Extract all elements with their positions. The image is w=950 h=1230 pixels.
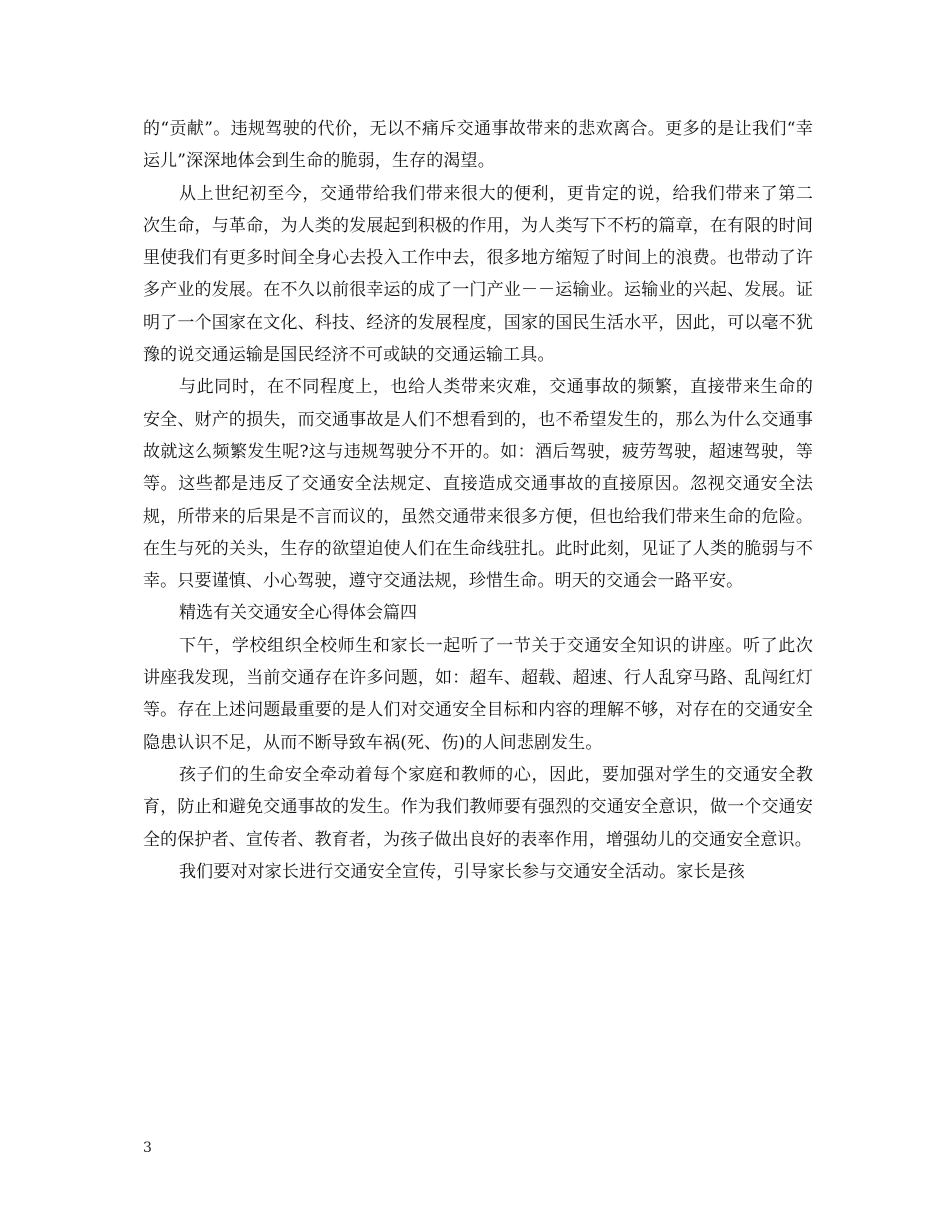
paragraph-traffic-accidents: 与此同时，在不同程度上，也给人类带来灾难，交通事故的频繁，直接带来生命的安全、财产的损失，而交通事故是人们不想看到的，也不希望发生的，那么为什么交通事故就这么频繁发生呢?这与违规驾驶分不开的。如：酒后驾驶，疲劳驾驶，超速驾驶，等等。这些都是违反了交通安全法规定、直接造成交通事故的直接原因。忽视交通安全法规，所带来的后果是不言而议的，虽然交通带来很多方便，但也给我们带来生命的危险。在生与死的关头，生存的欲望迫使人们在生命线驻扎。此时此刻，见证了人类的脆弱与不幸。只要谨慎、小心驾驶，遵守交通法规，珍惜生命。明天的交通会一路平安。 xyxy=(143,377,813,592)
page-number: 3 xyxy=(143,1140,152,1156)
document-body xyxy=(143,113,813,888)
paragraph-continuation: 的“贡献”。违规驾驶的代价，无以不痛斥交通事故带来的悲欢离合。更多的是让我们“幸运儿”深深地体会到生命的脆弱，生存的渴望。 xyxy=(143,119,813,172)
paragraph-school-lecture: 下午，学校组织全校师生和家长一起听了一节关于交通安全知识的讲座。听了此次讲座我发现，当前交通存在许多问题，如：超车、超载、超速、行人乱穿马路、乱闯红灯等。存在上述问题最重要的是人们对交通安全目标和内容的理解不够，对存在的交通安全隐患认识不足，从而不断导致车祸(死、伤)的人间悲剧发生。 xyxy=(143,635,813,753)
paragraph-transport-history: 从上世纪初至今，交通带给我们带来很大的便利，更肯定的说，给我们带来了第二次生命，与革命，为人类的发展起到积极的作用，为人类写下不朽的篇章，在有限的时间里使我们有更多时间全身心去投入工作中去，很多地方缩短了时间上的浪费。也带动了许多产业的发展。在不久以前很幸运的成了一门产业－－运输业。运输业的兴起、发展。证明了一个国家在文化、科技、经济的发展程度，国家的国民生活水平，因此，可以毫不犹豫的说交通运输是国民经济不可或缺的交通运输工具。 xyxy=(143,183,813,366)
paragraph-parent-outreach: 我们要对对家长进行交通安全宣传，引导家长参与交通安全活动。家长是孩 xyxy=(179,861,745,882)
paragraph-teacher-responsibility: 孩子们的生命安全牵动着每个家庭和教师的心，因此，要加强对学生的交通安全教育，防止和避免交通事故的发生。作为我们教师要有强烈的交通安全意识，做一个交通安全的保护者、宣传者、教育者，为孩子做出良好的表率作用，增强幼儿的交通安全意识。 xyxy=(143,764,813,850)
section-heading: 精选有关交通安全心得体会篇四 xyxy=(179,603,417,624)
